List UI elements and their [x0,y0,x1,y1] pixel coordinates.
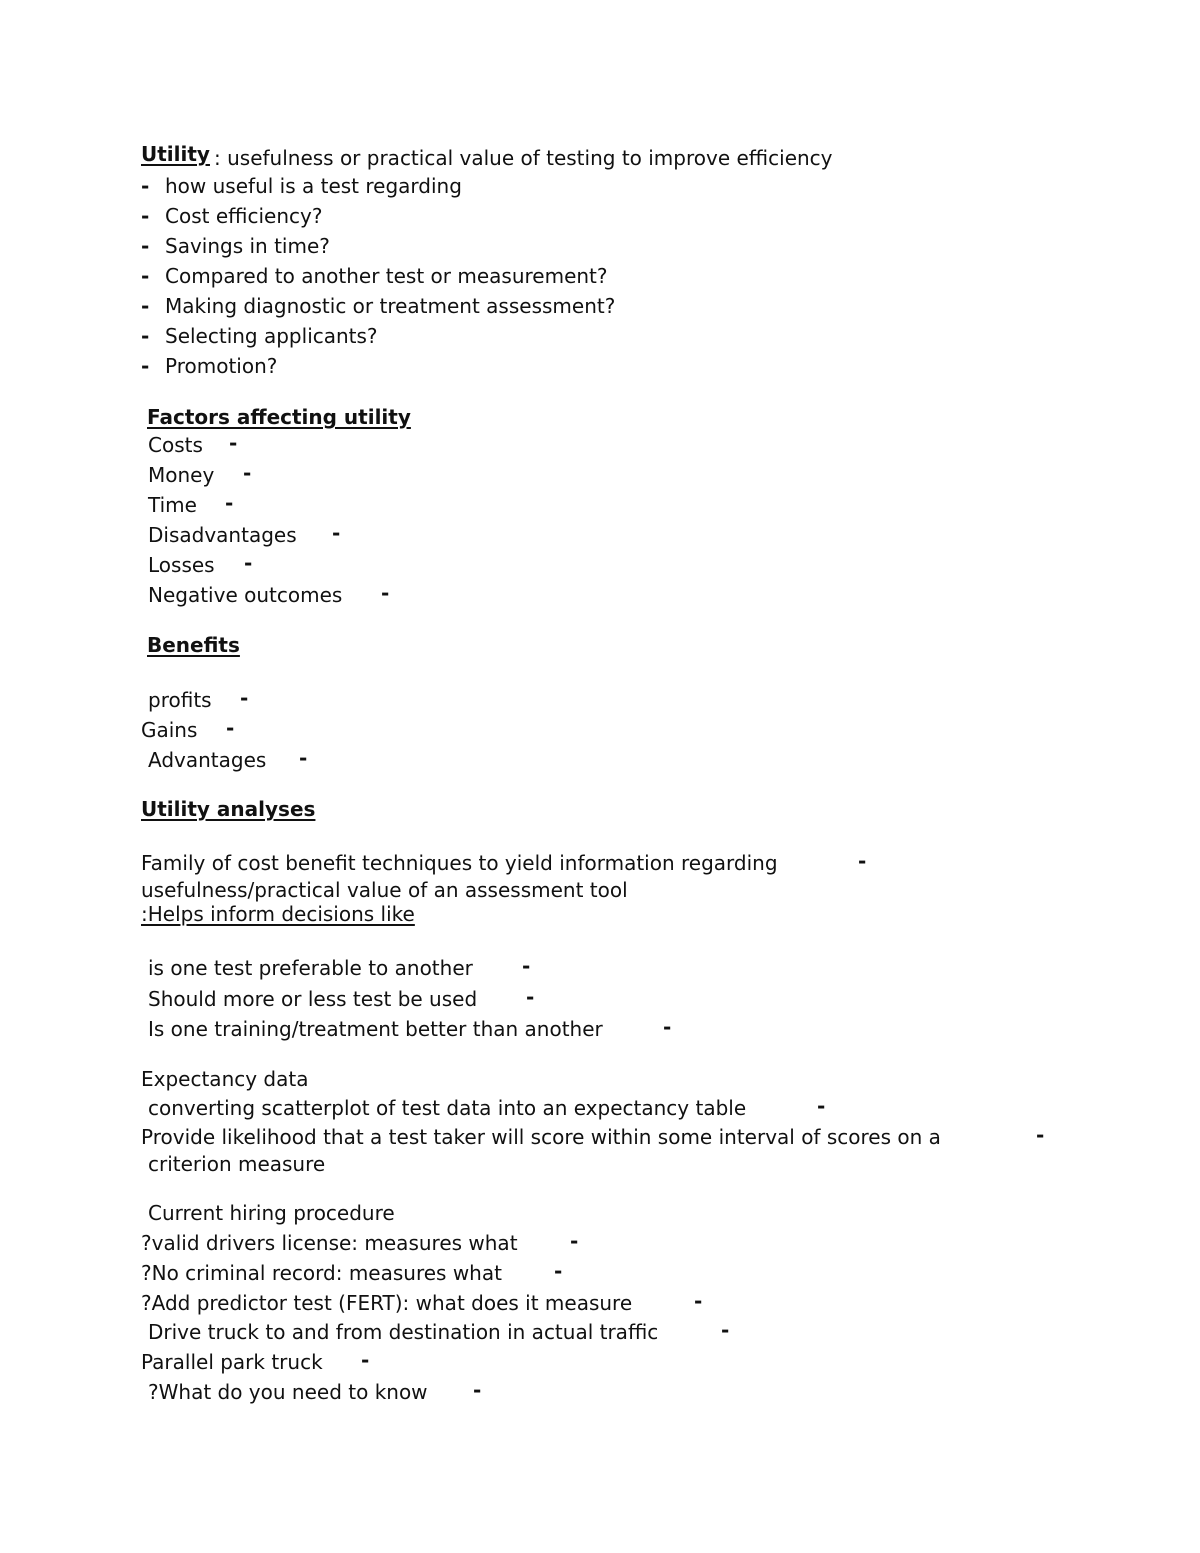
factor-item: Losses [148,553,215,577]
benefit-item: Gains [141,718,198,742]
utility-item: Savings in time? [165,234,330,258]
bullet-dash: - [225,491,234,515]
analyses-heading: Utility analyses [141,797,316,821]
decision-item: is one test preferable to another [148,956,473,980]
bullet-dash: - [141,294,150,318]
bullet-dash: - [229,431,238,455]
benefits-heading: Benefits [147,633,240,657]
bullet-dash: - [694,1289,703,1313]
expectancy-line: converting scatterplot of test data into an expectancy table [148,1096,747,1120]
hiring-item: ?What do you need to know [148,1380,428,1404]
expectancy-heading: Expectancy data [141,1067,309,1091]
hiring-item: ?valid drivers license: measures what [141,1231,518,1255]
hiring-item: ?Add predictor test (FERT): what does it measure [141,1291,633,1315]
utility-item: Cost efficiency? [165,204,323,228]
factor-item: Costs [148,433,203,457]
bullet-dash: - [141,174,150,198]
utility-item: how useful is a test regarding [165,174,462,198]
bullet-dash: - [858,849,867,873]
bullet-dash: - [663,1015,672,1039]
bullet-dash: - [226,716,235,740]
helps-label: :Helps inform decisions like [141,902,415,926]
bullet-dash: - [522,954,531,978]
bullet-dash: - [526,985,535,1009]
utility-item: Selecting applicants? [165,324,378,348]
bullet-dash: - [240,686,249,710]
bullet-dash: - [141,234,150,258]
bullet-dash: - [141,204,150,228]
utility-item: Making diagnostic or treatment assessment? [165,294,616,318]
bullet-dash: - [141,324,150,348]
expectancy-line: Provide likelihood that a test taker will score within some interval of scores on a [141,1125,941,1149]
factor-item: Negative outcomes [148,583,343,607]
decision-item: Should more or less test be used [148,987,478,1011]
bullet-dash: - [332,521,341,545]
utility-item: Promotion? [165,354,278,378]
factor-item: Money [148,463,215,487]
bullet-dash: - [473,1378,482,1402]
hiring-item: Parallel park truck [141,1350,323,1374]
bullet-dash: - [817,1094,826,1118]
benefit-item: Advantages [148,748,267,772]
utility-heading: Utility [141,142,210,166]
analyses-line: Family of cost benefit techniques to yield information regarding [141,851,778,875]
utility-definition: : usefulness or practical value of testing to improve efficiency [214,146,833,170]
benefit-item: profits [148,688,212,712]
bullet-dash: - [554,1259,563,1283]
factor-item: Disadvantages [148,523,297,547]
expectancy-line: criterion measure [148,1152,326,1176]
utility-item: Compared to another test or measurement? [165,264,608,288]
bullet-dash: - [721,1318,730,1342]
bullet-dash: - [141,354,150,378]
factors-heading: Factors affecting utility [147,405,411,429]
bullet-dash: - [243,461,252,485]
hiring-item: ?No criminal record: measures what [141,1261,502,1285]
hiring-item: Drive truck to and from destination in actual traffic [148,1320,659,1344]
bullet-dash: - [361,1348,370,1372]
bullet-dash: - [244,551,253,575]
bullet-dash: - [141,264,150,288]
analyses-line: usefulness/practical value of an assessment tool [141,878,628,902]
bullet-dash: - [381,581,390,605]
bullet-dash: - [570,1229,579,1253]
factor-item: Time [148,493,197,517]
bullet-dash: - [299,746,308,770]
decision-item: Is one training/treatment better than another [148,1017,603,1041]
bullet-dash: - [1036,1123,1045,1147]
hiring-heading: Current hiring procedure [148,1201,395,1225]
